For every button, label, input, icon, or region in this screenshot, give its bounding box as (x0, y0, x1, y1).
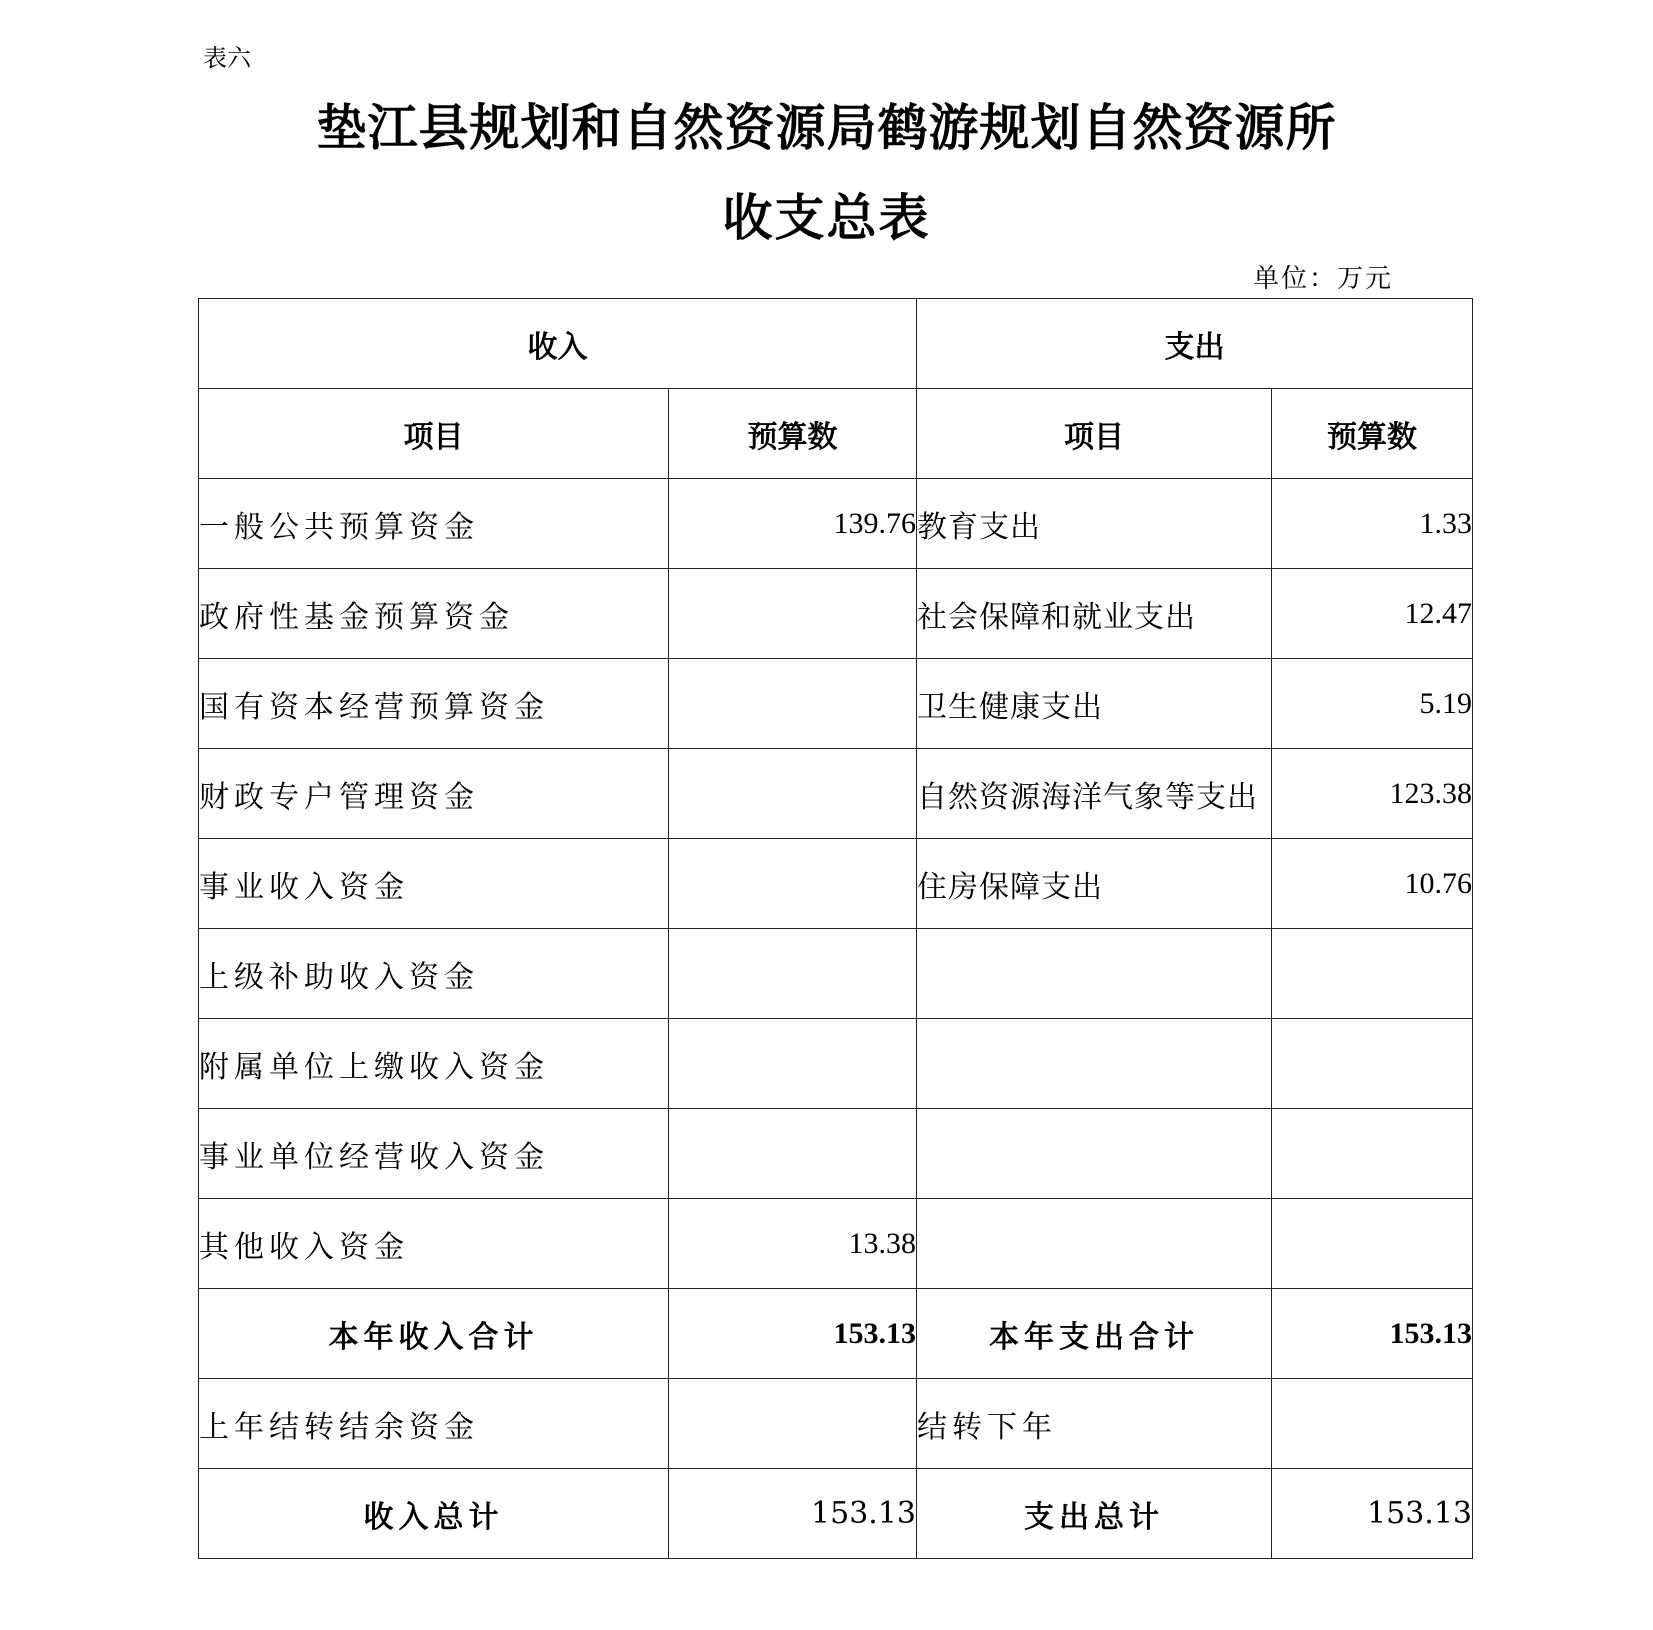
expense-value: 5.19 (1272, 659, 1473, 749)
expense-carry-value (1272, 1379, 1473, 1469)
expense-item (917, 1199, 1272, 1289)
expense-grand-total-value: 153.13 (1272, 1469, 1473, 1559)
income-year-total-value: 153.13 (669, 1289, 917, 1379)
income-item: 其他收入资金 (199, 1199, 669, 1289)
expense-value (1272, 1019, 1473, 1109)
table-row (199, 1109, 1473, 1199)
income-carry-value (669, 1379, 917, 1469)
table-row (199, 1019, 1473, 1109)
expense-value: 1.33 (1272, 479, 1473, 569)
expense-item (917, 1019, 1272, 1109)
section-header-row (199, 299, 1473, 389)
income-section-header: 收入 (199, 299, 917, 389)
expense-section-header: 支出 (917, 299, 1473, 389)
income-item: 国有资本经营预算资金 (199, 659, 669, 749)
table-number: 表六 (203, 44, 251, 72)
income-item: 政府性基金预算资金 (199, 569, 669, 659)
expense-carry-label: 结转下年 (917, 1379, 1272, 1469)
income-item: 事业收入资金 (199, 839, 669, 929)
income-value (669, 659, 917, 749)
table-row (199, 929, 1473, 1019)
expense-item: 卫生健康支出 (917, 659, 1272, 749)
expense-item-header: 项目 (917, 389, 1272, 479)
table-row (199, 479, 1473, 569)
expense-value: 12.47 (1272, 569, 1473, 659)
income-value: 139.76 (669, 479, 917, 569)
income-item: 财政专户管理资金 (199, 749, 669, 839)
income-grand-total-label: 收入总计 (199, 1469, 669, 1559)
expense-year-total-value: 153.13 (1272, 1289, 1473, 1379)
expense-value: 123.38 (1272, 749, 1473, 839)
table-row (199, 569, 1473, 659)
income-value (669, 1109, 917, 1199)
table-row (199, 1199, 1473, 1289)
expense-item: 住房保障支出 (917, 839, 1272, 929)
income-item: 事业单位经营收入资金 (199, 1109, 669, 1199)
expense-value (1272, 1199, 1473, 1289)
expense-item (917, 929, 1272, 1019)
expense-item: 社会保障和就业支出 (917, 569, 1272, 659)
income-year-total-label: 本年收入合计 (199, 1289, 669, 1379)
grand-total-row (199, 1469, 1473, 1559)
income-budget-header: 预算数 (669, 389, 917, 479)
expense-grand-total-label: 支出总计 (917, 1469, 1272, 1559)
carry-row (199, 1379, 1473, 1469)
income-item: 附属单位上缴收入资金 (199, 1019, 669, 1109)
budget-table (198, 298, 1473, 1559)
income-value (669, 1019, 917, 1109)
expense-budget-header: 预算数 (1272, 389, 1473, 479)
expense-value (1272, 1109, 1473, 1199)
year-total-row (199, 1289, 1473, 1379)
expense-year-total-label: 本年支出合计 (917, 1289, 1272, 1379)
income-value (669, 569, 917, 659)
expense-item: 教育支出 (917, 479, 1272, 569)
unit-label: 单位：万元 (1252, 264, 1393, 294)
expense-item: 自然资源海洋气象等支出 (917, 749, 1272, 839)
page-title: 垫江县规划和自然资源局鹤游规划自然资源所 (316, 99, 1337, 157)
income-value: 13.38 (669, 1199, 917, 1289)
expense-value: 10.76 (1272, 839, 1473, 929)
income-value (669, 929, 917, 1019)
table-row (199, 749, 1473, 839)
income-carry-label: 上年结转结余资金 (199, 1379, 669, 1469)
page-subtitle: 收支总表 (722, 189, 931, 247)
income-value (669, 749, 917, 839)
income-value (669, 839, 917, 929)
column-header-row (199, 389, 1473, 479)
table-row (199, 839, 1473, 929)
income-item: 上级补助收入资金 (199, 929, 669, 1019)
expense-value (1272, 929, 1473, 1019)
income-item: 一般公共预算资金 (199, 479, 669, 569)
income-grand-total-value: 153.13 (669, 1469, 917, 1559)
expense-item (917, 1109, 1272, 1199)
income-item-header: 项目 (199, 389, 669, 479)
table-row (199, 659, 1473, 749)
